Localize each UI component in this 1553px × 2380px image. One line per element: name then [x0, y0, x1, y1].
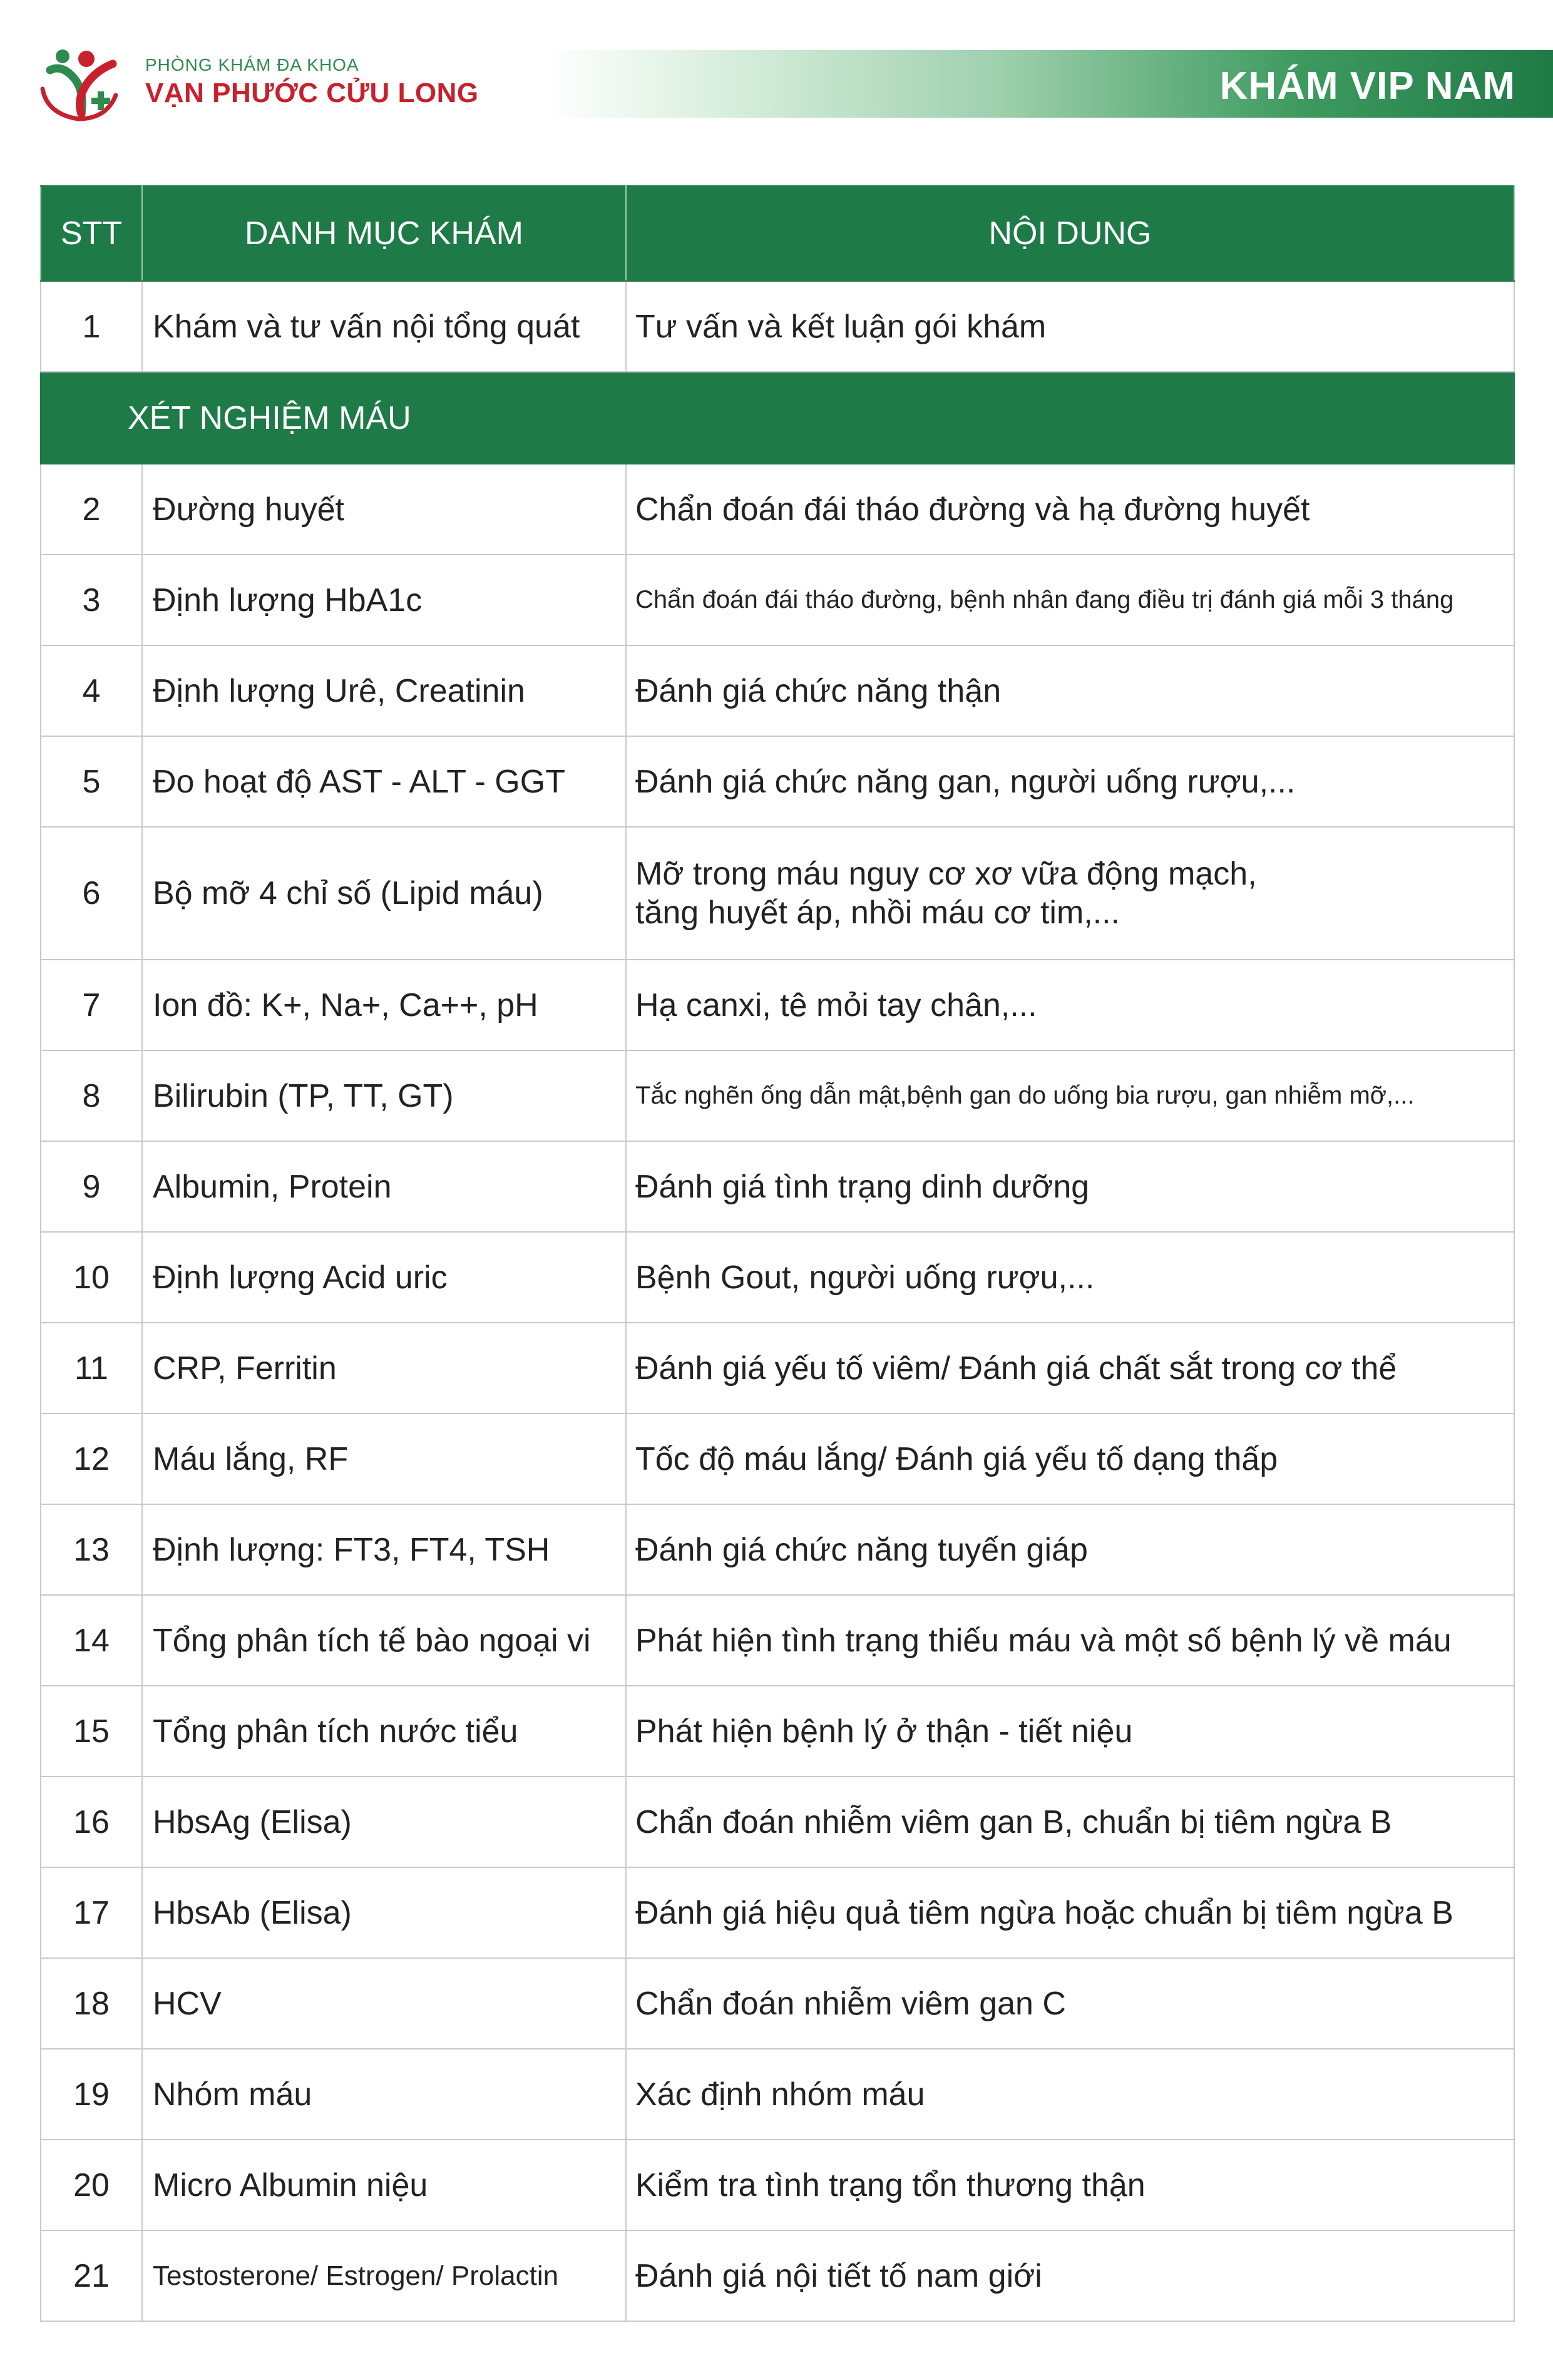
- row-content: Tắc nghẽn ống dẫn mật,bệnh gan do uống bia rượu, gan nhiễm mỡ,...: [626, 1050, 1514, 1141]
- table-row: [41, 1232, 1514, 1323]
- row-category: Nhóm máu: [142, 2049, 626, 2140]
- table-row: [41, 555, 1514, 645]
- table-row: [41, 281, 1514, 372]
- row-content-line2: tăng huyết áp, nhồi máu cơ tim,...: [635, 895, 1120, 931]
- table-row: [41, 2230, 1514, 2321]
- table-row: [41, 827, 1514, 960]
- row-stt: 6: [41, 827, 142, 960]
- row-stt: 1: [41, 281, 142, 372]
- table-row: [41, 1413, 1514, 1504]
- header-category: DANH MỤC KHÁM: [142, 186, 626, 281]
- row-category: Định lượng Acid uric: [142, 1232, 626, 1323]
- row-content: Đánh giá hiệu quả tiêm ngừa hoặc chuẩn bị tiêm ngừa B: [626, 1867, 1514, 1958]
- row-stt: 14: [41, 1595, 142, 1686]
- row-stt: 7: [41, 960, 142, 1050]
- table-row: [41, 1050, 1514, 1141]
- row-stt: 20: [41, 2140, 142, 2230]
- row-category: Đo hoạt độ AST - ALT - GGT: [142, 736, 626, 827]
- row-content: Chẩn đoán đái tháo đường và hạ đường huyết: [626, 464, 1514, 555]
- row-category: HCV: [142, 1958, 626, 2049]
- row-content: Đánh giá chức năng thận: [626, 645, 1514, 736]
- page-header: [0, 0, 1553, 125]
- row-stt: 12: [41, 1413, 142, 1504]
- row-category: Bộ mỡ 4 chỉ số (Lipid máu): [142, 827, 626, 960]
- row-category: Micro Albumin niệu: [142, 2140, 626, 2230]
- row-stt: 13: [41, 1504, 142, 1595]
- row-category: Tổng phân tích nước tiểu: [142, 1686, 626, 1777]
- table-row: [41, 736, 1514, 827]
- row-category: Máu lắng, RF: [142, 1413, 626, 1504]
- table-row: [41, 960, 1514, 1050]
- row-stt: 21: [41, 2230, 142, 2321]
- table-header-row: [41, 186, 1514, 281]
- package-title: KHÁM VIP NAM: [1219, 64, 1515, 108]
- row-content: Phát hiện tình trạng thiếu máu và một số bệnh lý về máu: [626, 1595, 1514, 1686]
- clinic-subtitle: PHÒNG KHÁM ĐA KHOA: [145, 55, 359, 74]
- row-stt: 16: [41, 1777, 142, 1867]
- header-content: NỘI DUNG: [626, 186, 1514, 281]
- row-stt: 19: [41, 2049, 142, 2140]
- row-content: Đánh giá yếu tố viêm/ Đánh giá chất sắt trong cơ thể: [626, 1323, 1514, 1413]
- section-label: XÉT NGHIỆM MÁU: [41, 372, 1514, 464]
- row-content: Đánh giá chức năng tuyến giáp: [626, 1504, 1514, 1595]
- row-stt: 10: [41, 1232, 142, 1323]
- row-stt: 9: [41, 1141, 142, 1232]
- row-content: Hạ canxi, tê mỏi tay chân,...: [626, 960, 1514, 1050]
- row-stt: 4: [41, 645, 142, 736]
- clinic-logo-icon: [38, 45, 122, 123]
- row-category: Albumin, Protein: [142, 1141, 626, 1232]
- row-category: Testosterone/ Estrogen/ Prolactin: [142, 2230, 626, 2321]
- row-stt: 3: [41, 555, 142, 645]
- row-content: [626, 827, 1514, 960]
- row-category: Khám và tư vấn nội tổng quát: [142, 281, 626, 372]
- exam-table: [40, 185, 1515, 2322]
- row-stt: 17: [41, 1867, 142, 1958]
- row-content: Đánh giá tình trạng dinh dưỡng: [626, 1141, 1514, 1232]
- row-category: Đường huyết: [142, 464, 626, 555]
- row-content: Kiểm tra tình trạng tổn thương thận: [626, 2140, 1514, 2230]
- table-row: [41, 1504, 1514, 1595]
- row-stt: 15: [41, 1686, 142, 1777]
- title-banner: [545, 50, 1553, 118]
- row-category: Định lượng HbA1c: [142, 555, 626, 645]
- row-content: Tốc độ máu lắng/ Đánh giá yếu tố dạng thấp: [626, 1413, 1514, 1504]
- row-category: Tổng phân tích tế bào ngoại vi: [142, 1595, 626, 1686]
- table-row: [41, 1958, 1514, 2049]
- row-category: Bilirubin (TP, TT, GT): [142, 1050, 626, 1141]
- table-row: [41, 1141, 1514, 1232]
- row-content: Chẩn đoán nhiễm viêm gan C: [626, 1958, 1514, 2049]
- row-content: Chẩn đoán đái tháo đường, bệnh nhân đang điều trị đánh giá mỗi 3 tháng: [626, 555, 1514, 645]
- row-content: Tư vấn và kết luận gói khám: [626, 281, 1514, 372]
- clinic-name: VẠN PHƯỚC CỬU LONG: [145, 78, 479, 108]
- row-content: Phát hiện bệnh lý ở thận - tiết niệu: [626, 1686, 1514, 1777]
- row-category: CRP, Ferritin: [142, 1323, 626, 1413]
- header-stt: STT: [41, 186, 142, 281]
- row-stt: 18: [41, 1958, 142, 2049]
- row-category: Định lượng: FT3, FT4, TSH: [142, 1504, 626, 1595]
- row-content-line1: Mỡ trong máu nguy cơ xơ vữa động mạch,: [635, 855, 1257, 892]
- row-stt: 11: [41, 1323, 142, 1413]
- row-category: Ion đồ: K+, Na+, Ca++, pH: [142, 960, 626, 1050]
- row-content: Đánh giá nội tiết tố nam giới: [626, 2230, 1514, 2321]
- row-category: HbsAg (Elisa): [142, 1777, 626, 1867]
- section-row-blood-tests: [41, 372, 1514, 464]
- table-row: [41, 464, 1514, 555]
- table-row: [41, 1595, 1514, 1686]
- table-row: [41, 645, 1514, 736]
- row-category: Định lượng Urê, Creatinin: [142, 645, 626, 736]
- row-content: Đánh giá chức năng gan, người uống rượu,...: [626, 736, 1514, 827]
- table-row: [41, 1686, 1514, 1777]
- table-row: [41, 2140, 1514, 2230]
- table-row: [41, 2049, 1514, 2140]
- row-stt: 8: [41, 1050, 142, 1141]
- row-content: Chẩn đoán nhiễm viêm gan B, chuẩn bị tiêm ngừa B: [626, 1777, 1514, 1867]
- table-row: [41, 1867, 1514, 1958]
- row-stt: 2: [41, 464, 142, 555]
- table-row: [41, 1323, 1514, 1413]
- row-content: Xác định nhóm máu: [626, 2049, 1514, 2140]
- table-row: [41, 1777, 1514, 1867]
- row-content: Bệnh Gout, người uống rượu,...: [626, 1232, 1514, 1323]
- row-stt: 5: [41, 736, 142, 827]
- row-category: HbsAb (Elisa): [142, 1867, 626, 1958]
